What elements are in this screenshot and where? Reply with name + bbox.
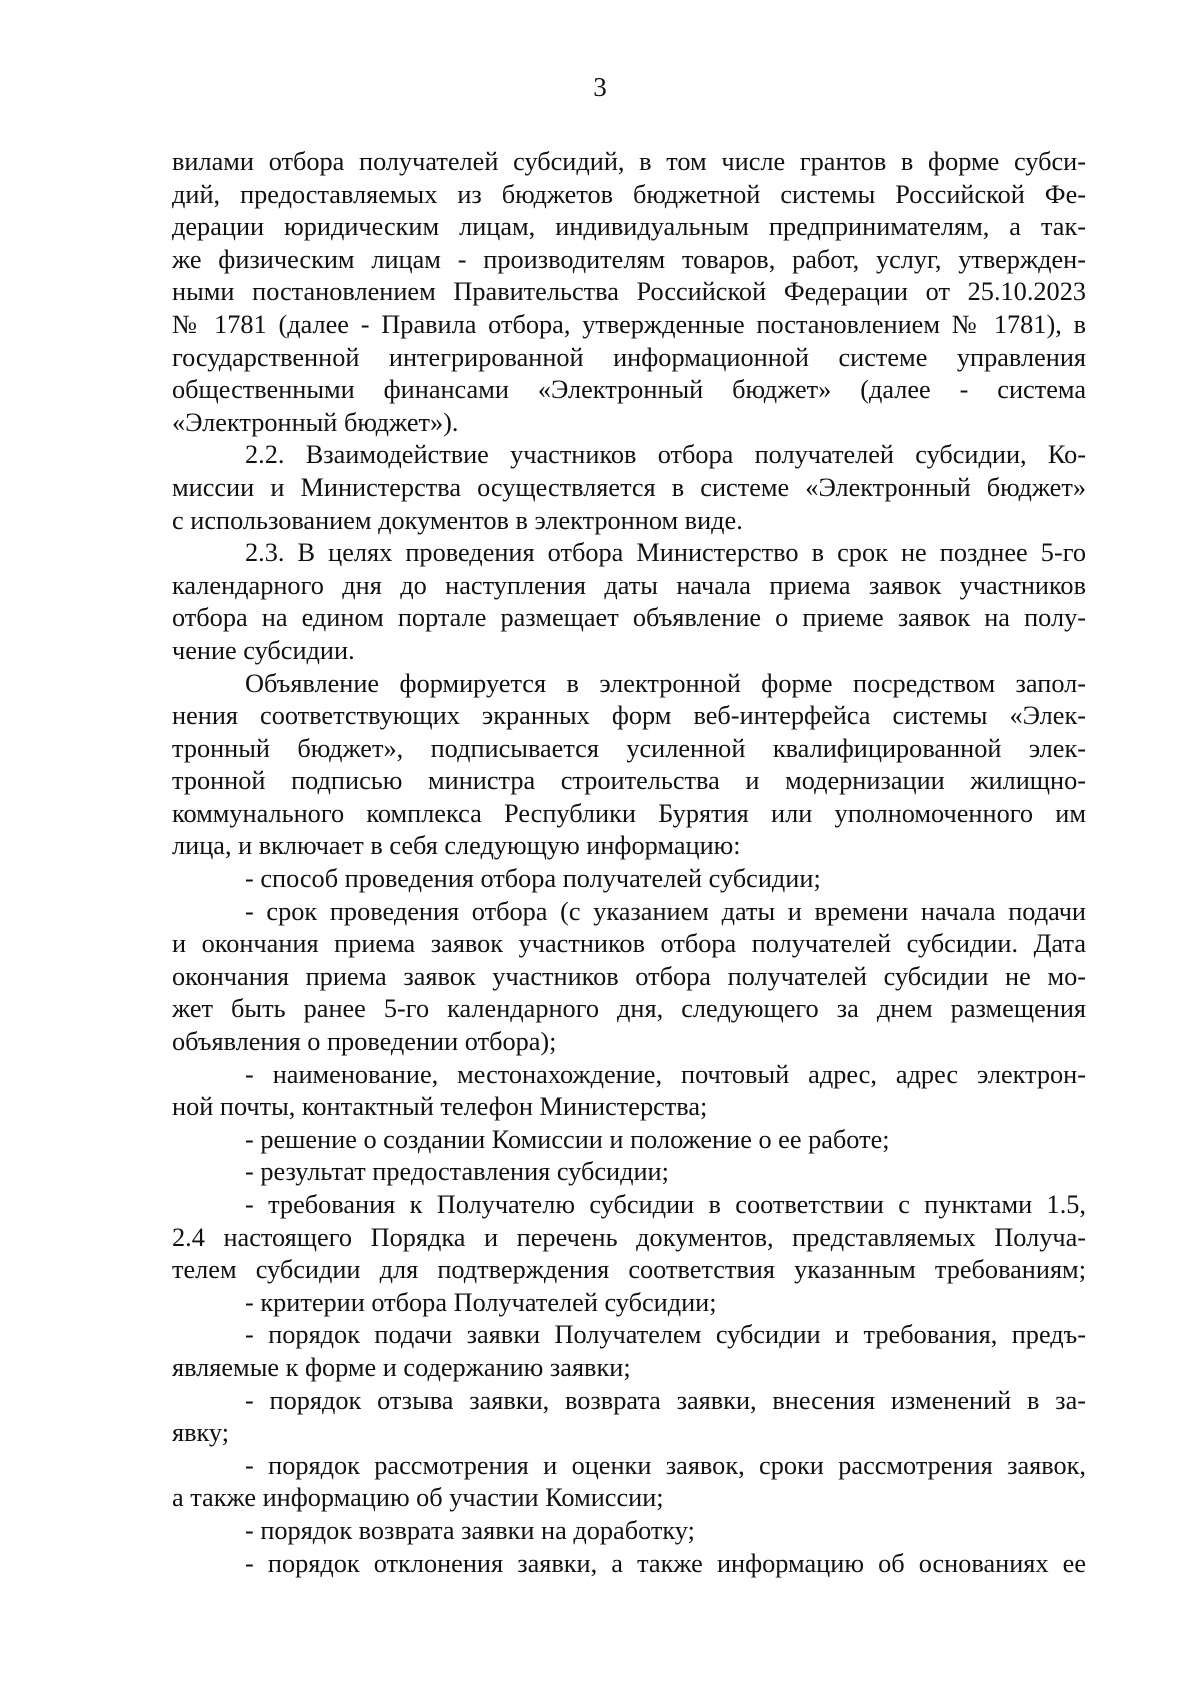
text-line: же физическим лицам - производителям товаров, работ, услуг, утвержден- xyxy=(172,244,1086,274)
page-number: 3 xyxy=(593,72,607,102)
text-line: телем субсидии для подтверждения соответствия указанным требованиям; xyxy=(172,1255,1086,1285)
text-line: чение субсидии. xyxy=(172,635,355,665)
text-line: общественными финансами «Электронный бюджет» (далее - система xyxy=(172,375,1086,405)
text-line: жет быть ранее 5-го календарного дня, следующего за днем размещения xyxy=(172,994,1086,1024)
text-line: - наименование, местонахождение, почтовый адрес, адрес электрон- xyxy=(245,1059,1086,1089)
text-line: № 1781 (далее - Правила отбора, утвержденные постановлением № 1781), в xyxy=(172,309,1086,339)
text-line: - критерии отбора Получателей субсидии; xyxy=(245,1287,717,1317)
text-line: дий, предоставляемых из бюджетов бюджетной системы Российской Фе- xyxy=(172,179,1086,209)
text-line: объявления о проведении отбора); xyxy=(172,1027,557,1057)
text-line: ной почты, контактный телефон Министерства; xyxy=(172,1092,708,1122)
text-line: отбора на едином портале размещает объявление о приеме заявок на полу- xyxy=(172,603,1086,633)
text-line: ными постановлением Правительства Российской Федерации от 25.10.2023 xyxy=(172,277,1086,307)
text-line: с использованием документов в электронном виде. xyxy=(172,505,743,535)
text-line: окончания приема заявок участников отбора получателей субсидии не мо- xyxy=(172,961,1086,991)
text-line: - порядок подачи заявки Получателем субсидии и требования, предъ- xyxy=(245,1320,1086,1350)
text-line: а также информацию об участии Комиссии; xyxy=(172,1483,664,1513)
text-line: календарного дня до наступления даты начала приема заявок участников xyxy=(172,570,1086,600)
text-line: явку; xyxy=(172,1418,230,1448)
text-line: государственной интегрированной информационной системе управления xyxy=(172,342,1086,372)
text-line: - порядок возврата заявки на доработку; xyxy=(245,1515,695,1545)
text-line: «Электронный бюджет»). xyxy=(172,407,459,437)
text-line: - результат предоставления субсидии; xyxy=(245,1157,669,1187)
text-line: являемые к форме и содержанию заявки; xyxy=(172,1352,631,1382)
text-line: тронный бюджет», подписывается усиленной квалифицированной элек- xyxy=(172,733,1086,763)
text-line: 2.4 настоящего Порядка и перечень документов, представляемых Получа- xyxy=(172,1222,1086,1252)
text-line: вилами отбора получателей субсидий, в том числе грантов в форме субси- xyxy=(172,147,1086,176)
text-line: коммунального комплекса Республики Бурятия или уполномоченного им xyxy=(172,798,1086,828)
text-line: тронной подписью министра строительства и модернизации жилищно- xyxy=(172,766,1086,796)
text-line: - порядок отзыва заявки, возврата заявки, внесения изменений в за- xyxy=(245,1385,1086,1415)
text-line: - способ проведения отбора получателей субсидии; xyxy=(245,864,821,894)
text-line: лица, и включает в себя следующую информацию: xyxy=(172,831,741,861)
text-line: дерации юридическим лицам, индивидуальным предпринимателям, а так- xyxy=(172,212,1086,242)
text-line: - требования к Получателю субсидии в соответствии с пунктами 1.5, xyxy=(245,1190,1086,1219)
text-line: 2.2. Взаимодействие участников отбора получателей субсидии, Ко- xyxy=(245,440,1086,470)
text-line: - срок проведения отбора (с указанием даты и времени начала подачи xyxy=(245,896,1086,926)
text-line: - порядок рассмотрения и оценки заявок, сроки рассмотрения заявок, xyxy=(245,1450,1086,1480)
document-body xyxy=(172,146,1086,1580)
text-line: 2.3. В целях проведения отбора Министерство в срок не позднее 5-го xyxy=(245,538,1086,568)
text-line: Объявление формируется в электронной форме посредством запол- xyxy=(245,668,1086,698)
text-line: - решение о создании Комиссии и положение о ее работе; xyxy=(245,1124,890,1154)
text-line: и окончания приема заявок участников отбора получателей субсидии. Дата xyxy=(172,929,1086,959)
text-line: миссии и Министерства осуществляется в системе «Электронный бюджет» xyxy=(172,472,1086,502)
text-line: - порядок отклонения заявки, а также информацию об основаниях ее xyxy=(245,1548,1086,1578)
text-line: нения соответствующих экранных форм веб-интерфейса системы «Элек- xyxy=(172,701,1086,731)
